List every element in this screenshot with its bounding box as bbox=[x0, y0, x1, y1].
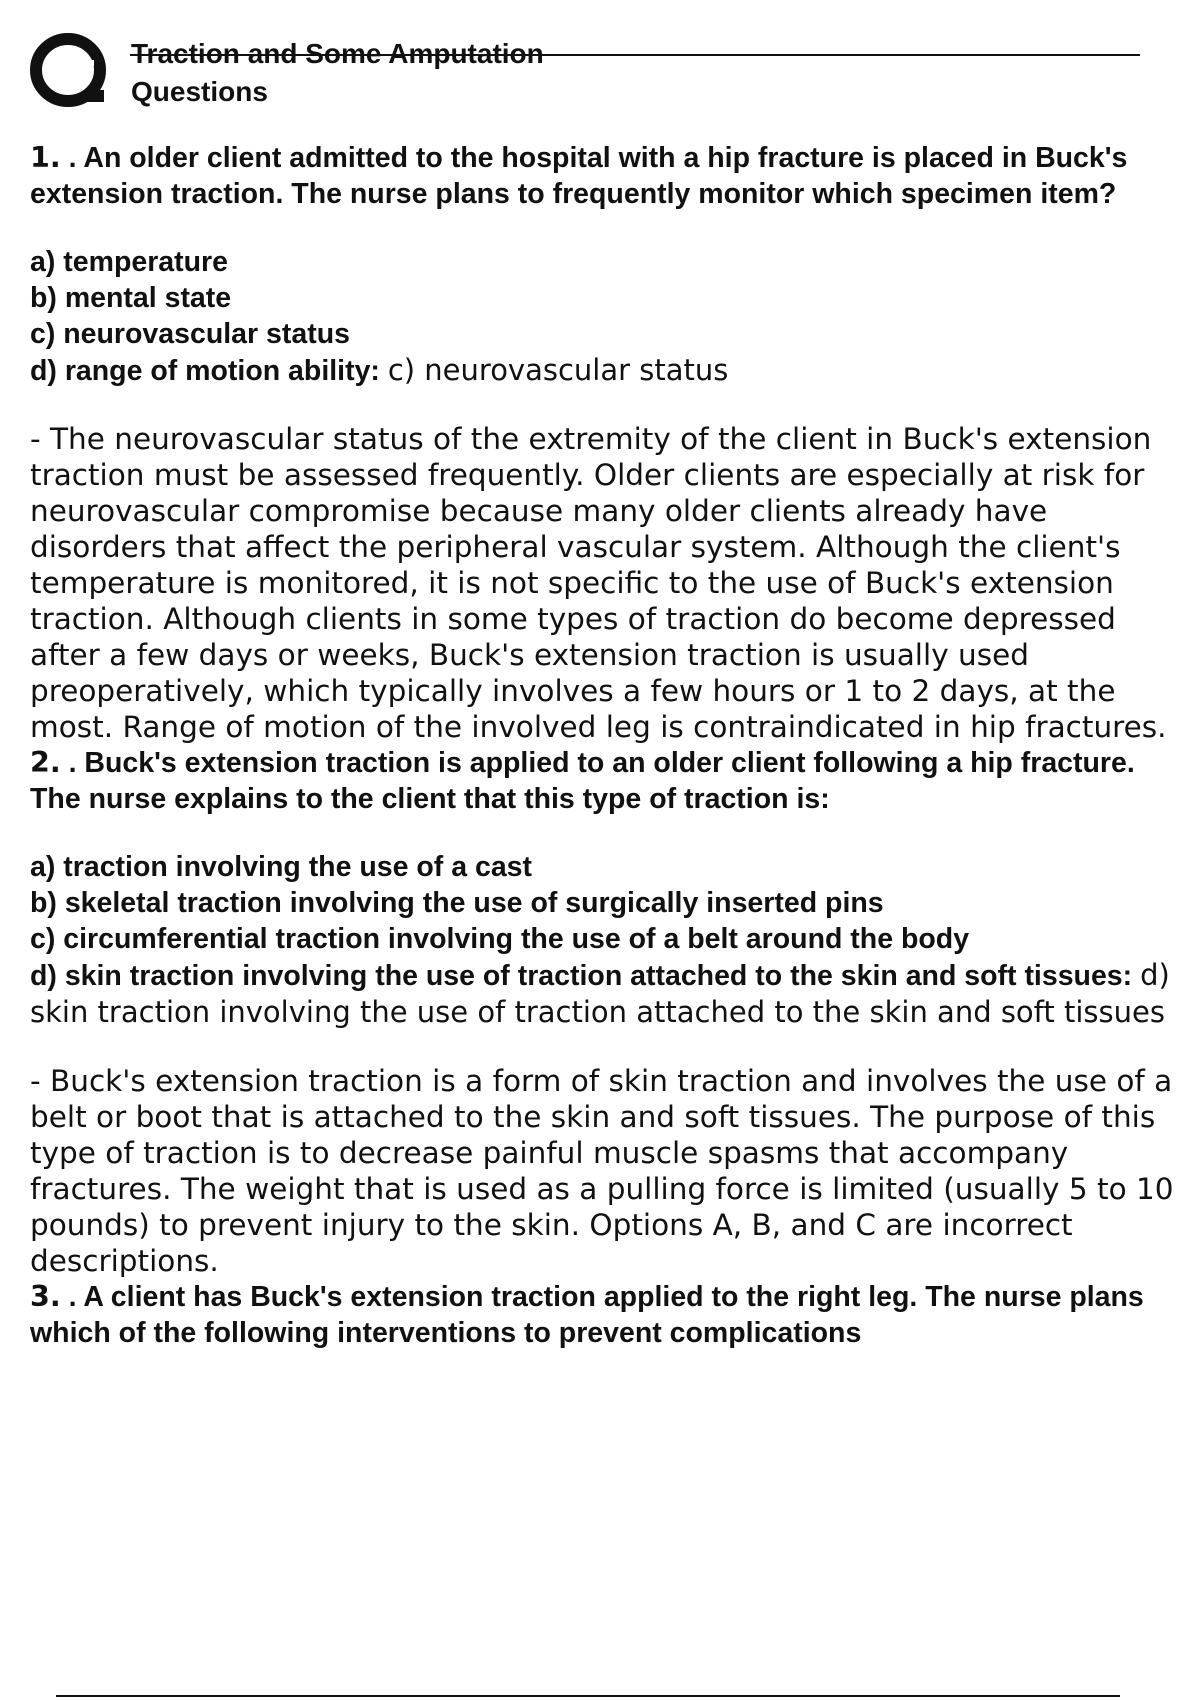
option-d-with-answer bbox=[30, 352, 1190, 389]
question-1 bbox=[30, 140, 1190, 745]
answer-options bbox=[30, 244, 1190, 389]
q-logo-icon bbox=[30, 32, 112, 110]
option-a: a) traction involving the use of a cast bbox=[30, 851, 533, 883]
correct-answer: d) skin traction involving the use of traction attached to the skin and soft tissues bbox=[30, 958, 1170, 1029]
correct-answer: c) neurovascular status bbox=[387, 353, 729, 387]
page-header bbox=[30, 32, 1140, 112]
question-number: 2. bbox=[30, 746, 61, 779]
question-stem bbox=[30, 140, 1190, 212]
option-d: d) skin traction involving the use of traction attached to the skin and soft tissues: bbox=[30, 960, 1133, 992]
option-a: a) temperature bbox=[30, 246, 228, 278]
rationale: - The neurovascular status of the extremity of the client in Buck's extension traction must be assessed frequently. Older clients are especially at risk for neurovascular compromise because many older clients already have disorders that affect the peripheral vascular system. Although the client's temperature is monitored, it is not specific to the use of Buck's extension traction. Although clients in some types of traction do become depressed after a few days or weeks, Buck's extension traction is usually used preoperatively, which typically involves a few hours or 1 to 2 days, at the most. Range of motion of the involved leg is contraindicated in hip fractures. bbox=[30, 422, 1167, 744]
option-d: d) range of motion ability: bbox=[30, 355, 380, 387]
answer-options bbox=[30, 849, 1190, 1031]
question-text: . An older client admitted to the hospital with a hip fracture is placed in Buck's extension traction. The nurse plans to frequently monitor which specimen item? bbox=[30, 142, 1128, 210]
document-body bbox=[30, 140, 1190, 1351]
footer-rule bbox=[56, 1695, 1120, 1697]
title-line-2: Questions bbox=[131, 76, 268, 107]
option-d-with-answer bbox=[30, 957, 1190, 1031]
option-b: b) mental state bbox=[30, 282, 232, 314]
question-stem bbox=[30, 745, 1190, 817]
question-2 bbox=[30, 745, 1190, 1279]
question-number: 3. bbox=[30, 1280, 61, 1313]
option-c: c) neurovascular status bbox=[30, 318, 350, 350]
document-title bbox=[131, 35, 544, 111]
option-c: c) circumferential traction involving the use of a belt around the body bbox=[30, 923, 970, 955]
question-number: 1. bbox=[30, 141, 61, 174]
title-line-1: Traction and Some Amputation bbox=[131, 38, 544, 69]
question-text: . A client has Buck's extension traction applied to the right leg. The nurse plans which of the following interventions to prevent complications bbox=[30, 1281, 1144, 1349]
question-text: . Buck's extension traction is applied to an older client following a hip fracture. The nurse explains to the client that this type of traction is: bbox=[30, 747, 1135, 815]
option-b: b) skeletal traction involving the use of surgically inserted pins bbox=[30, 887, 884, 919]
rationale: - Buck's extension traction is a form of skin traction and involves the use of a belt or boot that is attached to the skin and soft tissues. The purpose of this type of traction is to decrease painful muscle spasms that accompany fractures. The weight that is used as a pulling force is limited (usually 5 to 10 pounds) to prevent injury to the skin. Options A, B, and C are incorrect descriptions. bbox=[30, 1064, 1174, 1278]
question-stem bbox=[30, 1279, 1190, 1351]
question-3 bbox=[30, 1279, 1190, 1351]
